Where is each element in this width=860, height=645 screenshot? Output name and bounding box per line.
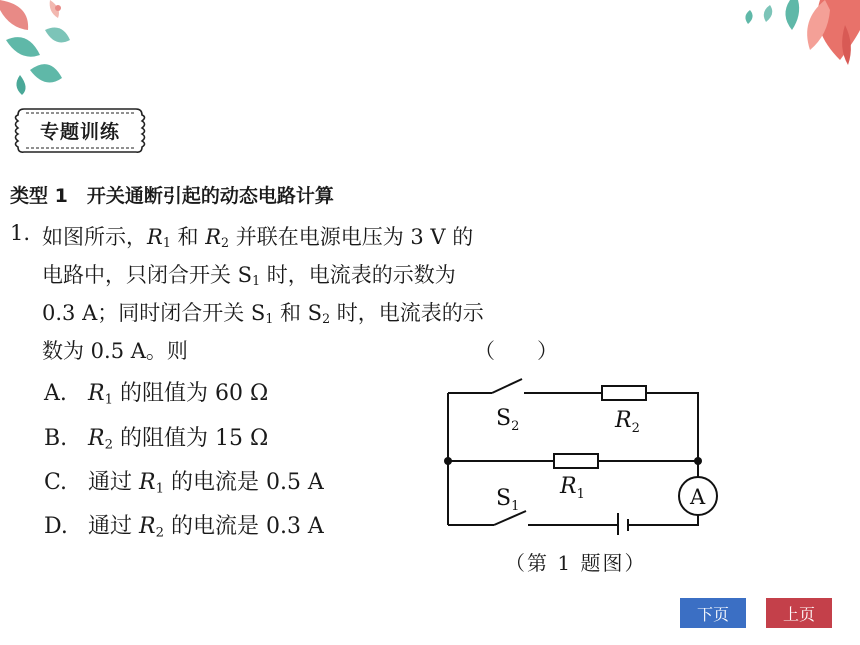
leaf-decoration-right [730,0,860,70]
battery-icon [618,513,628,535]
switch-s2-icon [492,379,522,393]
circuit-diagram [430,365,760,535]
question-line-1: 如图所示，$R_1$ 和 $R_2$ 并联在电源电压为 3 V 的 [42,225,474,251]
option-b[interactable]: B. $R_2$ 的阻值为 15 Ω [44,426,269,453]
label-r2: $R_2$ [615,408,640,436]
question-line-4: 数为 0.5 A。则 [42,339,188,363]
label-s1: $S_1$ [496,486,520,514]
resistor-r2-icon [602,386,646,400]
label-ammeter: A [690,485,706,509]
resistor-r1-icon [554,454,598,468]
section-badge-label: 专题训练 [39,120,120,143]
label-r1: $R_1$ [560,474,585,502]
figure-caption: （第 1 题图） [505,551,647,575]
next-page-button[interactable]: 下页 [680,598,746,628]
section-badge [10,103,150,157]
prev-page-button[interactable]: 上页 [766,598,832,628]
label-s2: $S_2$ [496,406,520,434]
leaf-decoration-left [0,0,80,95]
category-heading: 类型 1 开关通断引起的动态电路计算 [10,185,334,207]
option-d[interactable]: D. 通过 $R_2$ 的电流是 0.3 A [44,514,324,541]
bottom-wire-right [628,515,698,525]
question-line-2: 电路中，只闭合开关 $S_1$ 时，电流表的示数为 [42,263,456,289]
junction-right [694,457,702,465]
question-number: 1. [10,221,31,245]
junction-left [444,457,452,465]
answer-blank: （ ） [474,339,558,363]
top-wire-right [646,393,698,477]
switch-s1-icon [494,511,526,525]
question-line-3: 0.3 A；同时闭合开关 $S_1$ 和 $S_2$ 时，电流表的示 [42,301,484,327]
option-c[interactable]: C. 通过 $R_1$ 的电流是 0.5 A [44,470,324,497]
option-a[interactable]: A. $R_1$ 的阻值为 60 Ω [44,381,269,408]
